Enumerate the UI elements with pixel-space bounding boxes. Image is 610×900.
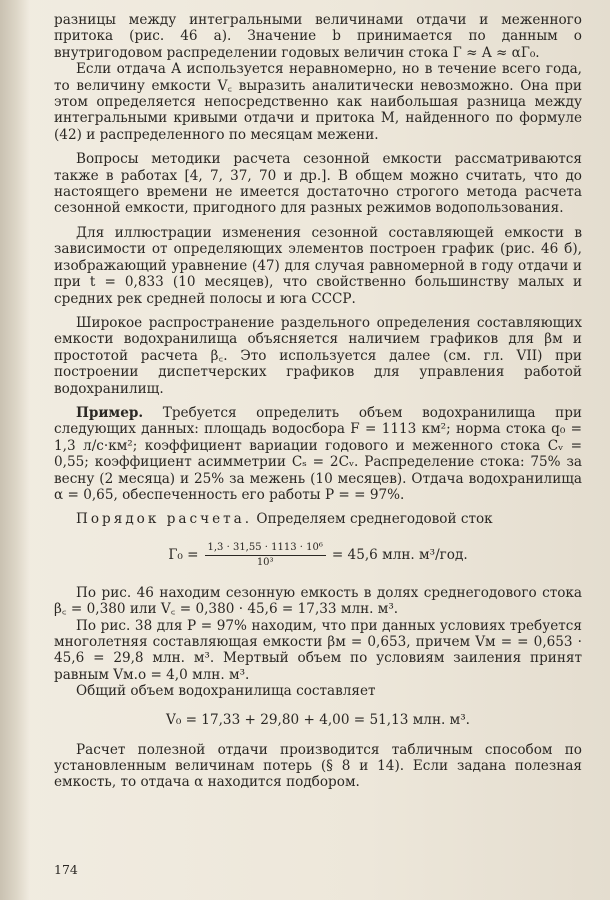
paragraph-wide-use: Широкое распространение раздельного определения составляющих емкости водохранилища объясняется наличием графиков для βм и простотой расчета β꜀. Это используется далее (см. гл. VII) при построении диспетчерских графиков для управления работой водохранилищ. xyxy=(54,314,582,397)
formula-annual-flow xyxy=(54,542,582,569)
formula-fraction xyxy=(205,542,326,569)
example-text: Требуется определить объем водохранилища при следующих данных: площадь водосбора F = 1113 км²; норма стока q₀ = 1,3 л/с·км²; коэффициент вариации годового и меженного стока Cᵥ = 0,55; коэффициент асимметрии Cₛ = 2Cᵥ. Распределение стока: 75% за весну (2 месяца) и 25% за межень (10 месяцев). Отдача водохранилища α = 0,65, обеспеченность его работы P = = 97%. xyxy=(54,404,582,503)
formula-total-volume: V₀ = 17,33 + 29,80 + 4,00 = 51,13 млн. м³. xyxy=(166,711,470,728)
calc-order-label: Порядок расчета. xyxy=(76,511,253,528)
paragraph-multiyear: По рис. 38 для P = 97% находим, что при данных условиях требуется многолетняя составляющая емкости βм = 0,653, причем Vм = = 0,653 · 45,6 = 29,8 млн. м³. Мертвый объем по условиям заиления принят равным Vм.о = 4,0 млн. м³. xyxy=(54,617,582,683)
paragraph-total-volume: Общий объем водохранилища составляет xyxy=(76,683,376,700)
paragraph-seasonal-capacity: По рис. 46 находим сезонную емкость в долях среднегодового стока β꜀ = 0,380 или V꜀ = 0,380 · 45,6 = 17,33 млн. м³. xyxy=(54,584,582,618)
example-label: Пример. xyxy=(76,404,144,421)
paragraph-calc-order xyxy=(54,511,582,527)
paragraph-illustration: Для иллюстрации изменения сезонной составляющей емкости в зависимости от определяющих элементов построен график (рис. 46 б), изображающий уравнение (47) для случая равномерной в году отдачи и при t = 0,833 (10 месяцев), что свойственно большинству малых и средних рек средней полосы и юга СССР. xyxy=(54,224,582,307)
formula-lhs: Г₀ = xyxy=(168,547,199,564)
formula-rhs: = 45,6 млн. м³/год. xyxy=(331,547,468,564)
page-number: 174 xyxy=(54,862,78,877)
formula-denominator: 10³ xyxy=(256,556,274,568)
paragraph-uneven-output: Если отдача A используется неравномерно, но в течение всего года, то величину емкости V꜀ выразить аналитически невозможно. Она при этом определяется непосредственно как наибольшая разница между интегральными кривыми отдачи и притока M, найденного по формуле (42) и распределенного по месяцам межени. xyxy=(54,61,582,143)
paragraph-useful-output: Расчет полезной отдачи производится табличным способом по установленным величинам потерь (§ 8 и 14). Если задана полезная емкость, то отдача α находится подбором. xyxy=(54,741,582,791)
paragraph-methods: Вопросы методики расчета сезонной емкости рассматриваются также в работах [4, 7, 37, 70 и др.]. В общем можно считать, что до настоящего времени не имеется достаточно строгого метода расчета сезонной емкости, пригодного для разных режимов водопользования. xyxy=(54,151,582,217)
calc-order-text: Определяем среднегодовой сток xyxy=(256,511,493,528)
paragraph-example xyxy=(54,405,582,503)
paragraph-continuation: разницы между интегральными величинами отдачи и меженного притока (рис. 46 а). Значение b принимается по данным о внутригодовом распределении годовых величин стока Г ≈ A ≈ αГ₀. xyxy=(54,12,582,61)
formula-numerator: 1,3 · 31,55 · 1113 · 10⁶ xyxy=(205,542,326,556)
book-spine-shadow xyxy=(0,0,30,900)
